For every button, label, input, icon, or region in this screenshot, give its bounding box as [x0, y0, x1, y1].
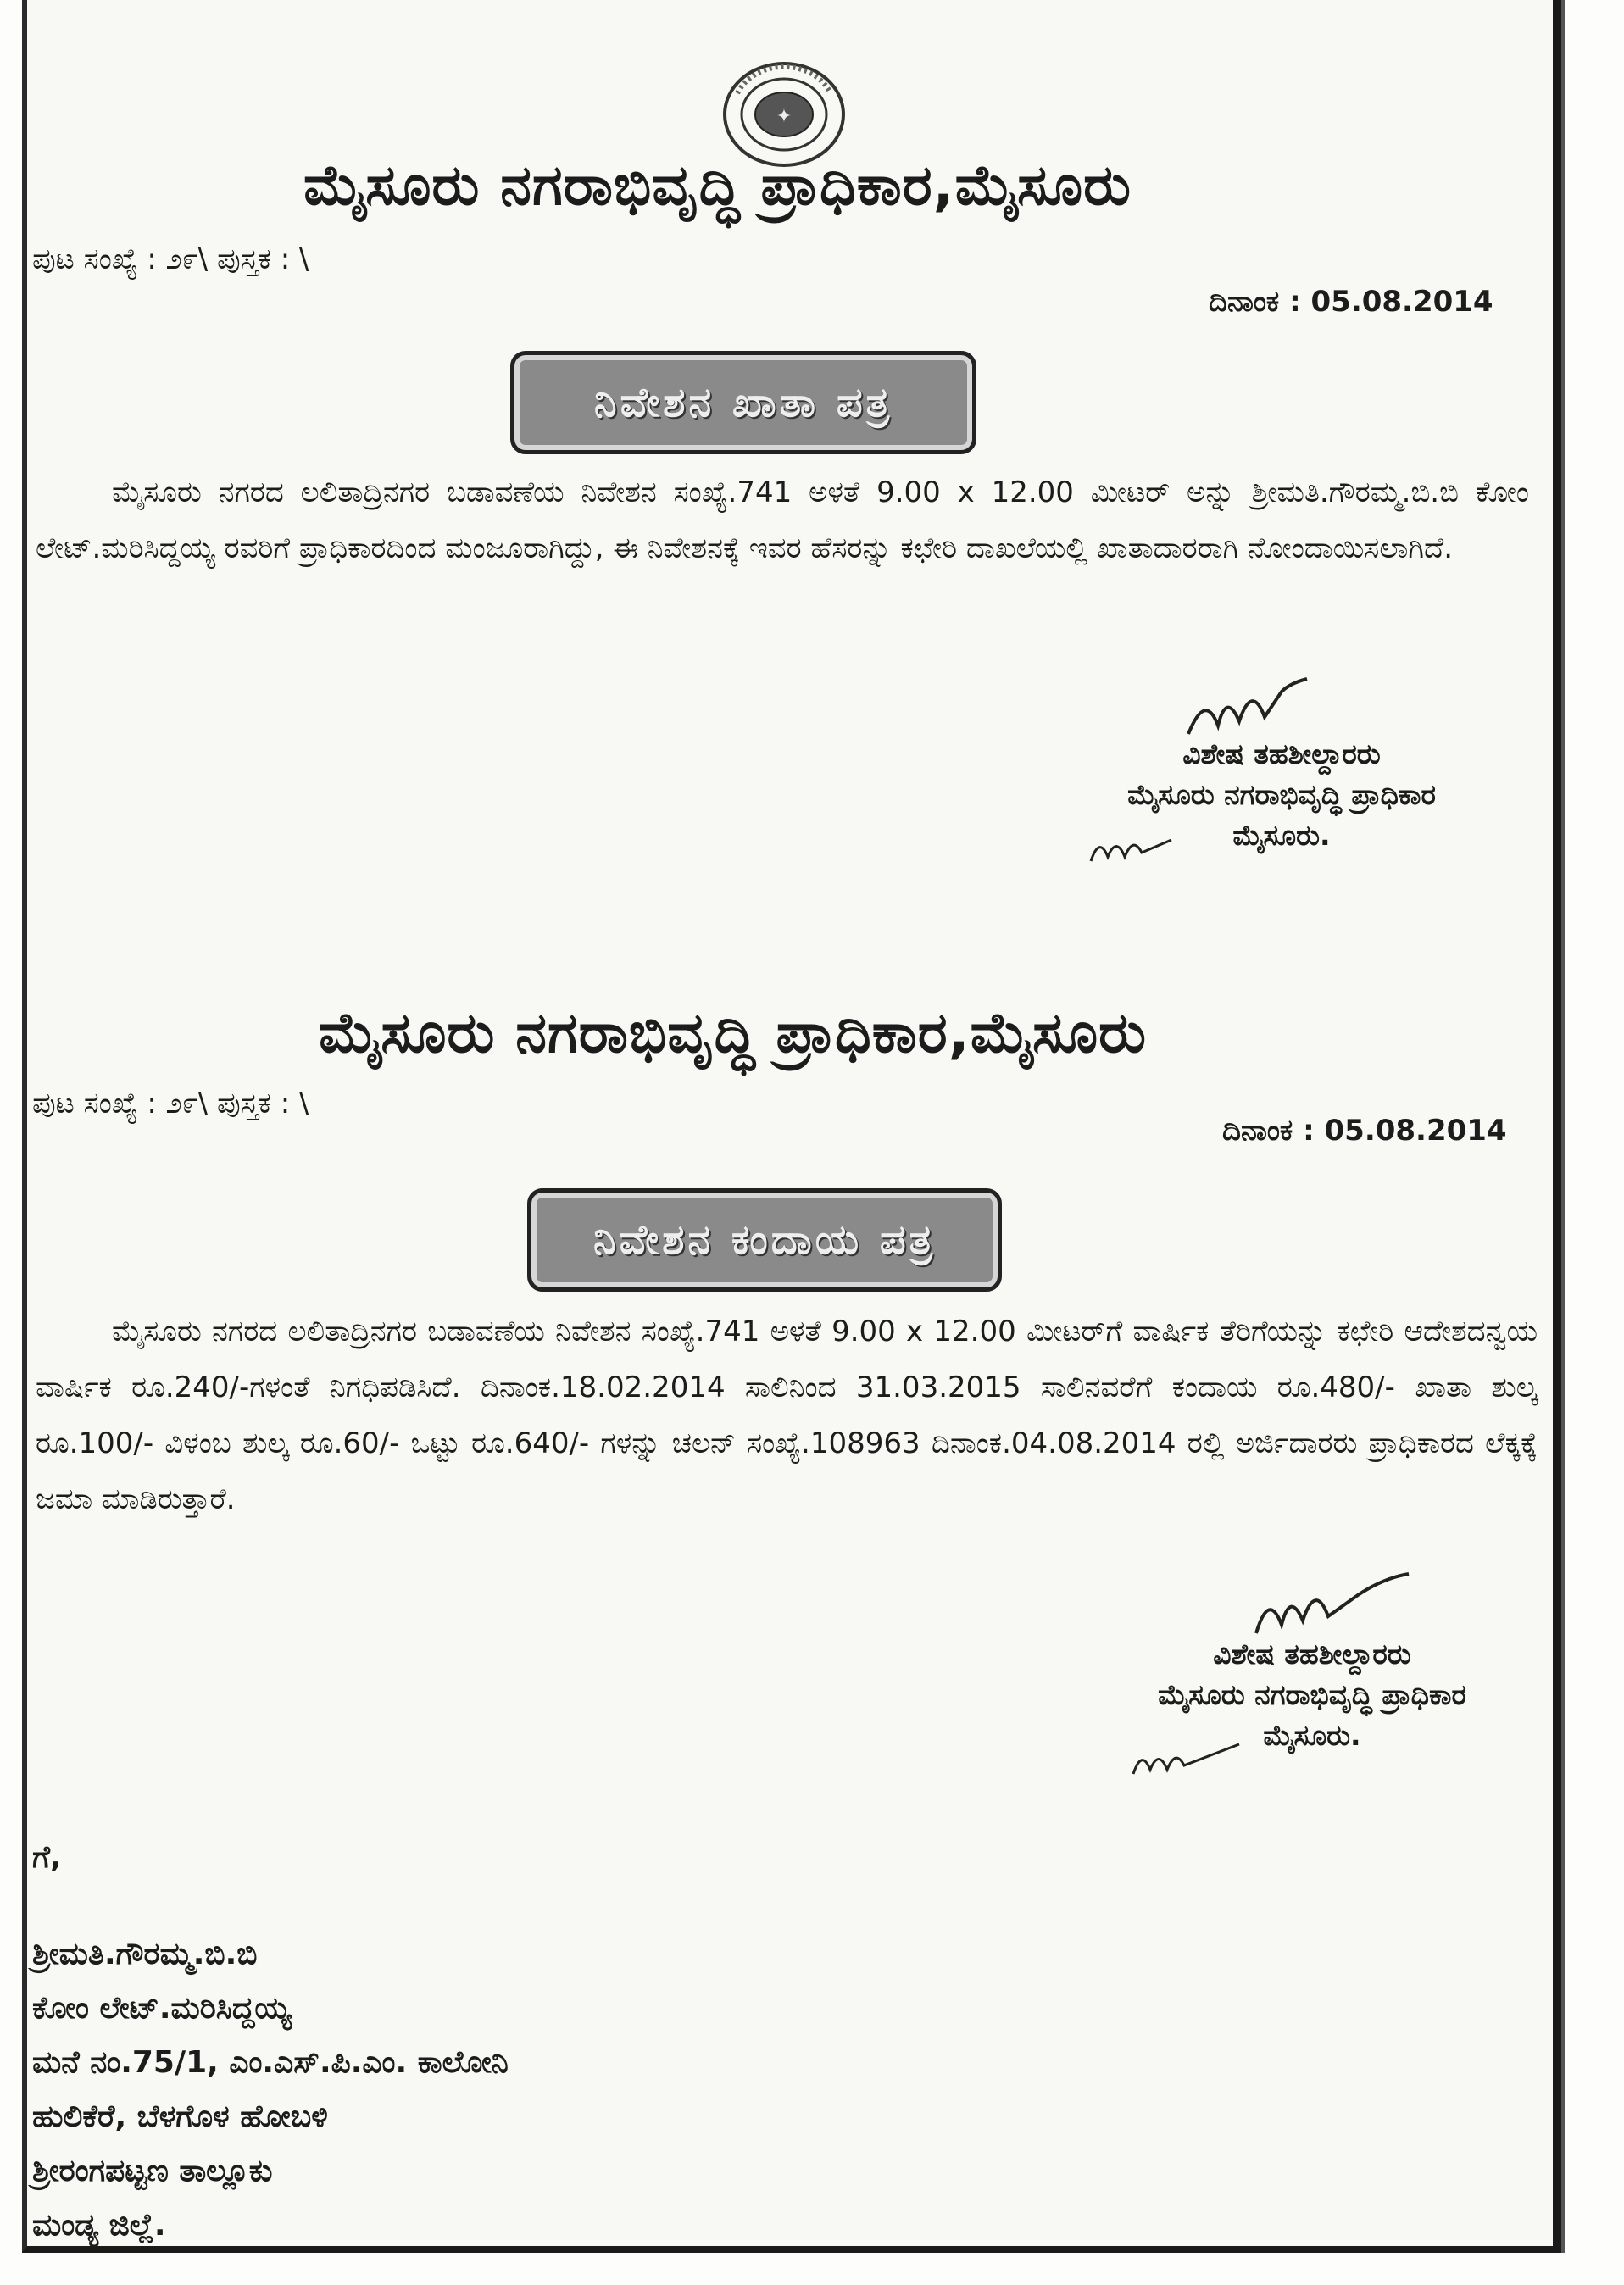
section1-paragraph: ಮೈಸೂರು ನಗರದ ಲಲಿತಾದ್ರಿನಗರ ಬಡಾವಣೆಯ ನಿವೇಶನ ಸಂಖ್ಯೆ.741 ಅಳತೆ 9.00 x 12.00 ಮೀಟರ್ ಅನ್ನು ಶ್ರೀಮತಿ.ಗೌರಮ್ಮ.ಬಿ.ಬಿ ಕೋಂ ಲೇಟ್.ಮರಿಸಿದ್ದಯ್ಯ ರವರಿಗೆ ಪ್ರಾಧಿಕಾರದಿಂದ ಮಂಜೂರಾಗಿದ್ದು, ಈ ನಿವೇಶನಕ್ಕೆ ಇವರ ಹೆಸರನ್ನು ಕಛೇರಿ ದಾಖಲೆಯಲ್ಲಿ ಖಾತಾದಾರರಾಗಿ ನೋಂದಾಯಿಸಲಾಗಿದೆ. [36, 475, 1529, 565]
section2-sign-office: ಮೈಸೂರು ನಗರಾಭಿವೃದ್ಧಿ ಪ್ರಾಧಿಕಾರ [1158, 1678, 1466, 1711]
initials-1-icon [1087, 819, 1180, 878]
section2-page-number: ಪುಟ ಸಂಖ್ಯೆ : ೨೯\ ಪುಸ್ತಕ : \ [32, 1087, 309, 1120]
section2-paragraph: ಮೈಸೂರು ನಗರದ ಲಲಿತಾದ್ರಿನಗರ ಬಡಾವಣೆಯ ನಿವೇಶನ ಸಂಖ್ಯೆ.741 ಅಳತೆ 9.00 x 12.00 ಮೀಟರ್‌ಗೆ ವಾರ್ಷಿಕ ತೆರಿಗೆಯನ್ನು ಕಛೇರಿ ಆದೇಶದನ್ವಯ ವಾರ್ಷಿಕ ರೂ.240/-ಗಳಂತೆ ನಿಗಧಿಪಡಿಸಿದೆ. ದಿನಾಂಕ.18.02.2014 ಸಾಲಿನಿಂದ 31.03.2015 ಸಾಲಿನವರೆಗೆ ಕಂದಾಯ ರೂ.480/- ಖಾತಾ ಶುಲ್ಕ ರೂ.100/- ವಿಳಂಬ ಶುಲ್ಕ ರೂ.60/- ಒಟ್ಟು ರೂ.640/- ಗಳನ್ನು ಚಲನ್ ಸಂಖ್ಯೆ.108963 ದಿನಾಂಕ.04.08.2014 ರಲ್ಲಿ ಅರ್ಜಿದಾರರು ಪ್ರಾಧಿಕಾರದ ಲೆಕ್ಕಕ್ಕೆ ಜಮಾ ಮಾಡಿರುತ್ತಾರೆ. [36, 1315, 1538, 1516]
initials-2-icon [1129, 1727, 1248, 1787]
section1-page-number: ಪುಟ ಸಂಖ್ಯೆ : ೨೯\ ಪುಸ್ತಕ : \ [32, 242, 309, 276]
address-line-5: ಶ್ರೀರಂಗಪಟ್ಟಣ ತಾಲ್ಲೂಕು [32, 2154, 273, 2188]
address-to: ಗೆ, [32, 1840, 62, 1875]
address-line-6: ಮಂಡ್ಯ ಜಿಲ್ಲೆ. [32, 2208, 166, 2243]
address-block [32, 1831, 509, 2253]
section2-sign-place: ಮೈಸೂರು. [1263, 1719, 1361, 1752]
address-line-3: ಮನೆ ನಂ.75/1, ಎಂ.ಎಸ್.ಪಿ.ಎಂ. ಕಾಲೋನಿ [32, 2045, 509, 2080]
section1-sign-title: ವಿಶೇಷ ತಹಶೀಲ್ದಾರರು [1182, 737, 1381, 770]
address-line-2: ಕೋಂ ಲೇಟ್.ಮರಿಸಿದ್ದಯ್ಯ [32, 1991, 292, 2026]
section1-heading: ಮೈಸೂರು ನಗರಾಭಿವೃದ್ಧಿ ಪ್ರಾಧಿಕಾರ,ಮೈಸೂರು [303, 153, 1132, 218]
section2-sign-title: ವಿಶೇಷ ತಹಶೀಲ್ದಾರರು [1213, 1637, 1411, 1671]
svg-text:✦: ✦ [776, 106, 793, 127]
section2-heading: ಮೈಸೂರು ನಗರಾಭಿವೃದ್ಧಿ ಪ್ರಾಧಿಕಾರ,ಮೈಸೂರು [319, 1000, 1148, 1065]
section2-title-box: ನಿವೇಶನ ಕಂದಾಯ ಪತ್ರ [527, 1188, 1002, 1292]
section1-sign-place: ಮೈಸೂರು. [1232, 819, 1331, 852]
section2-date: ದಿನಾಂಕ : 05.08.2014 [1222, 1114, 1507, 1148]
section1-sign-office: ಮೈಸೂರು ನಗರಾಭಿವೃದ್ಧಿ ಪ್ರಾಧಿಕಾರ [1127, 778, 1436, 811]
document-sheet [22, 0, 1561, 2253]
section1-date: ದಿನಾಂಕ : 05.08.2014 [1209, 285, 1493, 319]
address-line-4: ಹುಲಿಕೆರೆ, ಬೆಳಗೊಳ ಹೋಬಳಿ [32, 2099, 328, 2134]
address-line-1: ಶ್ರೀಮತಿ.ಗೌರಮ್ಮ.ಬಿ.ಬಿ [32, 1937, 258, 1971]
section1-title-box: ನಿವೇಶನ ಖಾತಾ ಪತ್ರ [510, 351, 976, 454]
